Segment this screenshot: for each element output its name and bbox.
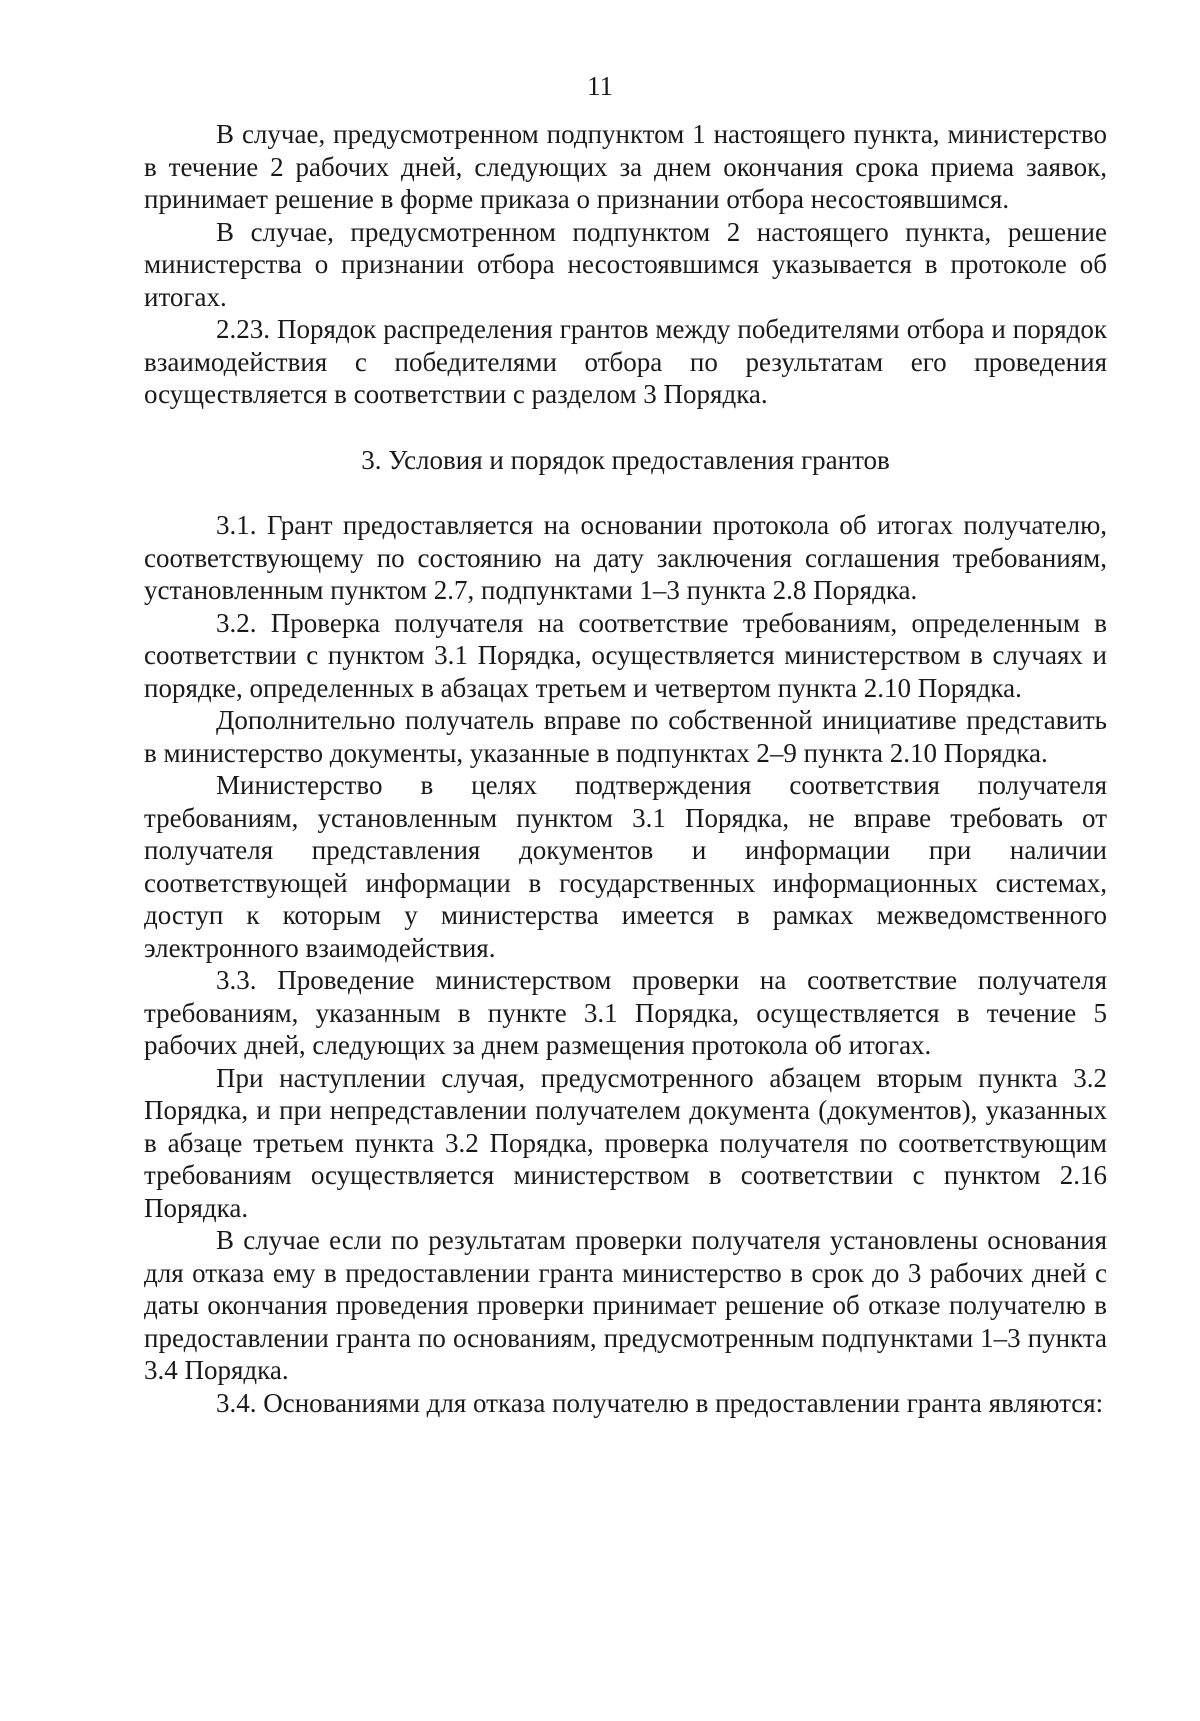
paragraph-3-1: 3.1. Грант предоставляется на основании протокола об итогах получателю, соответствующему по состоянию на дату заключения соглашения требованиям, установленным пунктом 2.7, подпунктами 1–3 пункта 2.8 Порядка. (144, 510, 1107, 605)
paragraph-3-2-additional-documents: Дополнительно получатель вправе по собственной инициативе представить в министерство документы, указанные в подпунктах 2–9 пункта 2.10 Порядка. (144, 705, 1107, 768)
paragraph-3-4: 3.4. Основаниями для отказа получателю в предоставлении гранта являются: (216, 1387, 1104, 1418)
page-number: 11 (587, 71, 613, 101)
paragraph-3-2-ministry-restriction: Министерство в целях подтверждения соответствия получателя требованиям, установленным пунктом 3.1 Порядка, не вправе требовать от получателя представления документов и информации при наличии соответствующей информации в государственных информационных системах, доступ к которым у министерства имеется в рамках межведомственного электронного взаимодействия. (144, 770, 1107, 963)
paragraph-failed-selection-case-1: В случае, предусмотренном подпунктом 1 настоящего пункта, министерство в течение 2 рабочих дней, следующих за днем окончания срока приема заявок, принимает решение в форме приказа о признании отбора несостоявшимся. (144, 119, 1107, 214)
paragraph-3-3: 3.3. Проведение министерством проверки на соответствие получателя требованиям, указанным в пункте 3.1 Порядка, осуществляется в течение 5 рабочих дней, следующих за днем размещения протокола об итогах. (144, 965, 1107, 1060)
section-heading-3: 3. Условия и порядок предоставления грантов (361, 444, 890, 475)
document-body (144, 118, 1107, 1419)
paragraph-3-2: 3.2. Проверка получателя на соответствие требованиям, определенным в соответствии с пунктом 3.1 Порядка, осуществляется министерством в случаях и порядке, определенных в абзацах третьем и четвертом пункта 2.10 Порядка. (144, 607, 1107, 703)
paragraph-failed-selection-case-2: В случае, предусмотренном подпунктом 2 настоящего пункта, решение министерства о признании отбора несостоявшимся указывается в протоколе об итогах. (144, 216, 1107, 312)
paragraph-2-23: 2.23. Порядок распределения грантов между победителями отбора и порядок взаимодействия с победителями отбора по результатам его проведения осуществляется в соответствии с разделом 3 Порядка. (144, 314, 1107, 409)
paragraph-3-3-refusal-decision: В случае если по результатам проверки получателя установлены основания для отказа ему в предоставлении гранта министерство в срок до 3 рабочих дней с даты окончания проведения проверки принимает решение об отказе получателю в предоставлении гранта по основаниям, предусмотренным подпунктами 1–3 пункта 3.4 Порядка. (144, 1225, 1107, 1385)
paragraph-3-3-verification-case: При наступлении случая, предусмотренного абзацем вторым пункта 3.2 Порядка, и при непредставлении получателем документа (документов), указанных в абзаце третьем пункта 3.2 Порядка, проверка получателя по соответствующим требованиям осуществляется министерством в соответствии с пунктом 2.16 Порядка. (144, 1062, 1107, 1223)
